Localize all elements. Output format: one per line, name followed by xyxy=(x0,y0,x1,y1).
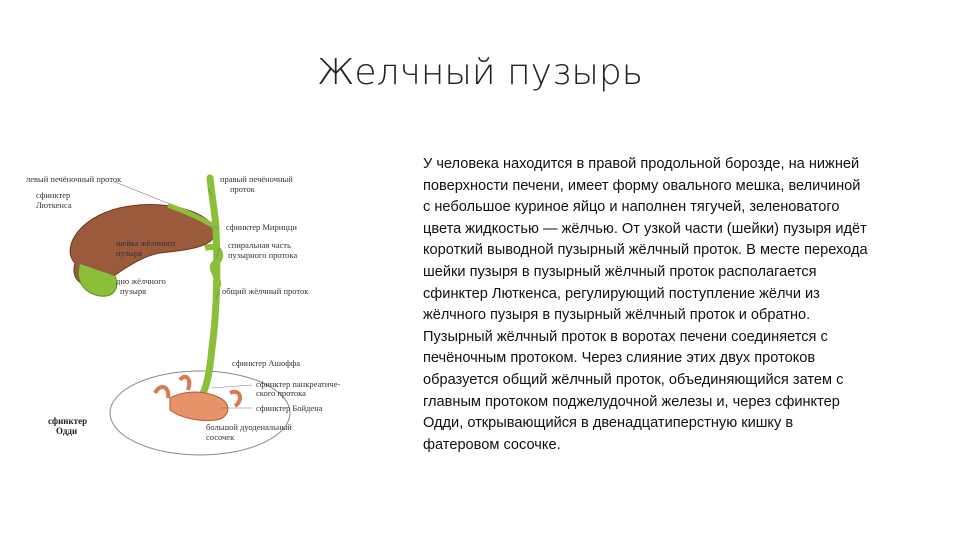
right-hepatic-duct xyxy=(210,178,216,228)
label-gallbladder-neck-2: пузыря xyxy=(116,248,143,258)
label-spiral-part-2: пузырного протока xyxy=(228,250,298,260)
label-sphincter-oddi-2: Одди xyxy=(56,426,78,436)
label-sphincter-mirizzi: сфинктер Мирицци xyxy=(226,222,297,232)
label-sphincter-lutkens-1: сфинктер xyxy=(36,190,71,200)
label-sphincter-pancreatic-2: ского протока xyxy=(256,388,306,398)
label-sphincter-boyden: сфинктер Бойдена xyxy=(256,403,323,413)
label-papilla-1: большой дуоденальный xyxy=(206,422,292,432)
label-sphincter-oddi-1: сфинктер xyxy=(48,416,88,426)
label-gallbladder-fundus-2: пузыря xyxy=(120,286,147,296)
label-sphincter-aschoff: сфинктер Ашоффа xyxy=(232,358,301,368)
slide-title: Желчный пузырь xyxy=(316,52,643,93)
label-gallbladder-fundus-1: дно жёлчного xyxy=(116,276,166,286)
label-gallbladder-neck-1: шейка жёлчного xyxy=(116,238,176,248)
label-common-bile-duct: общий жёлчный проток xyxy=(222,286,309,296)
label-spiral-part-1: спиральная часть xyxy=(228,240,291,250)
gallbladder-illustration xyxy=(20,168,400,468)
label-left-hepatic-duct: левый печёночный проток xyxy=(26,174,122,184)
gallbladder-diagram xyxy=(20,168,400,468)
label-sphincter-lutkens-2: Люткенса xyxy=(36,200,72,210)
label-right-hepatic-duct-2: проток xyxy=(230,184,255,194)
label-right-hepatic-duct-1: правый печёночный xyxy=(220,174,293,184)
pancreatic-duct-area xyxy=(170,392,228,421)
body-paragraph: У человека находится в правой продольной борозде, на нижней поверхности печени, имеет форму овального мешка, величиной с небольшое куриное яйцо и наполнен тягучей, зеленоватого цвета жидкостью — жёлчью. От узкой части (шейки) пузыря идёт короткий выводной пузырный жёлчный проток. В месте перехода шейки пузыря в пузырный жёлчный проток располагается сфинктер Люткенса, регулирующий поступление жёлчи из жёлчного пузыря в пузырный жёлчный проток и обратно. Пузырный жёлчный проток в воротах печени соединяется с печёночным протоком. Через слияние этих двух протоков образуется общий жёлчный проток, объединяющийся затем с главным протоком поджелудочной железы и, через сфинктер Одди, открывающийся в двенадцатиперстную кишку в фатеровом сосочке. xyxy=(423,156,868,453)
label-papilla-2: сосочек xyxy=(206,432,235,442)
label-sphincter-pancreatic-1: сфинктер панкреатиче- xyxy=(256,379,341,389)
